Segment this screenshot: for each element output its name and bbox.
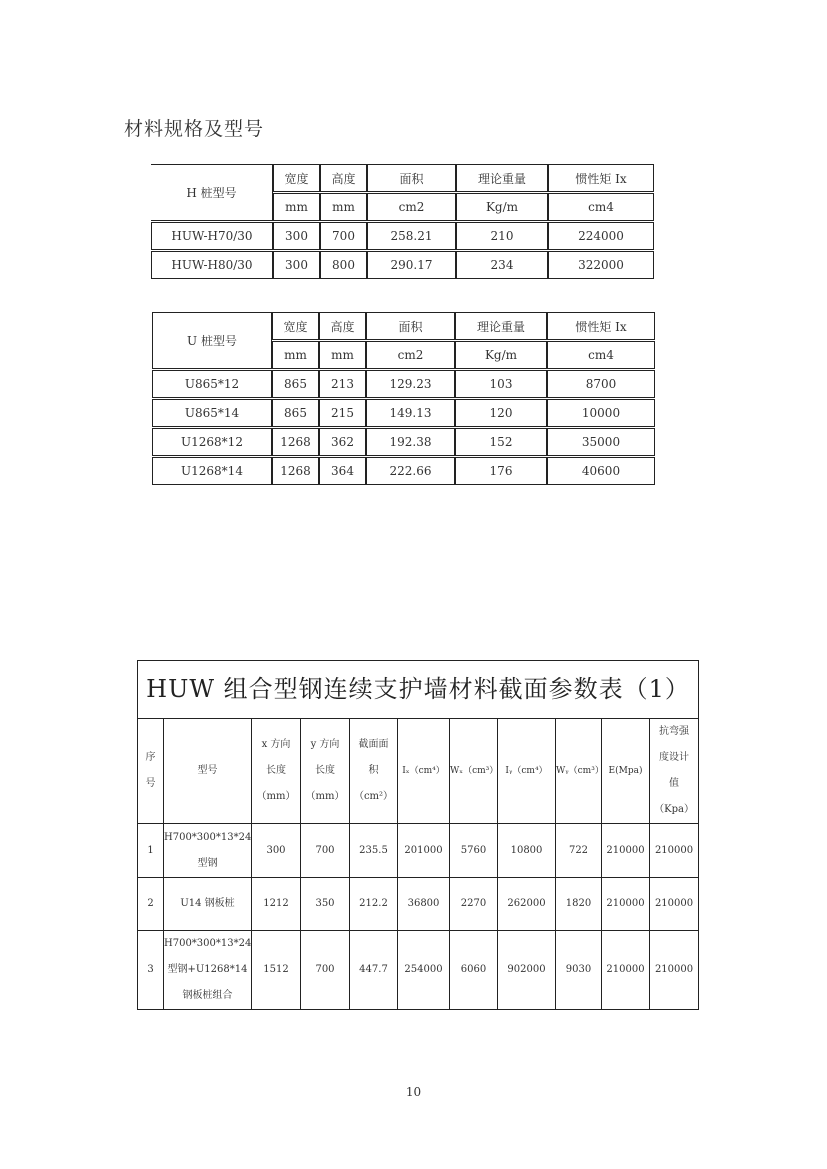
table-cell: 215: [319, 399, 366, 427]
table-cell: 103: [455, 370, 547, 398]
area-header: 面积: [366, 312, 455, 340]
header-line: 长度: [266, 765, 286, 776]
table-cell: 8700: [547, 370, 655, 398]
type-cell: U14 钢板桩: [164, 878, 252, 931]
seq-cell: 1: [138, 824, 164, 878]
table-cell: 210: [456, 222, 548, 250]
table-cell: 222.66: [366, 457, 455, 485]
table-header-row: [138, 719, 699, 824]
table-row: [151, 251, 654, 279]
ix-header: Iₓ（cm⁴）: [398, 719, 450, 824]
table-cell: 235.5: [350, 824, 398, 878]
table-cell: 9030: [556, 931, 602, 1010]
table-cell: 258.21: [367, 222, 456, 250]
table-cell: 213: [319, 370, 366, 398]
section-parameter-table: [137, 660, 699, 1010]
wy-header: Wᵧ（cm³）: [556, 719, 602, 824]
e-header: E(Mpa): [602, 719, 650, 824]
table-row: [138, 878, 699, 931]
table-cell: U865*12: [152, 370, 272, 398]
table-cell: 1268: [272, 457, 319, 485]
table-cell: 129.23: [366, 370, 455, 398]
table-header-row: [151, 164, 654, 192]
table-cell: 350: [301, 878, 350, 931]
table-cell: 201000: [398, 824, 450, 878]
area-header: [350, 719, 398, 824]
table-cell: 224000: [548, 222, 654, 250]
unit-cell: cm4: [548, 193, 654, 221]
table-cell: 362: [319, 428, 366, 456]
table-cell: 1268: [272, 428, 319, 456]
table-title: HUW 组合型钢连续支护墙材料截面参数表（1）: [138, 661, 699, 719]
table-cell: 210000: [602, 931, 650, 1010]
table-header-row: [152, 312, 655, 340]
type-cell: [164, 931, 252, 1010]
inertia-header: 惯性矩 Ix: [547, 312, 655, 340]
table-cell: 1512: [252, 931, 301, 1010]
wx-header: Wₓ（cm³）: [450, 719, 498, 824]
width-header: 宽度: [273, 164, 320, 192]
seq-header-text: 序号: [145, 752, 156, 789]
table-cell: 10800: [498, 824, 556, 878]
u-name-header: U 桩型号: [152, 312, 272, 369]
table-cell: HUW-H80/30: [151, 251, 273, 279]
height-header: 高度: [319, 312, 366, 340]
table-cell: 40600: [547, 457, 655, 485]
table-cell: U1268*14: [152, 457, 272, 485]
table-cell: 262000: [498, 878, 556, 931]
type-line: H700*300*13*24: [164, 938, 252, 949]
table-cell: 700: [301, 824, 350, 878]
width-header: 宽度: [272, 312, 319, 340]
x-length-header: [252, 719, 301, 824]
header-line: x 方向: [261, 739, 291, 750]
table-cell: 176: [455, 457, 547, 485]
table-cell: 2270: [450, 878, 498, 931]
seq-cell: 2: [138, 878, 164, 931]
header-line: 截面面: [358, 739, 389, 750]
table-cell: 192.38: [366, 428, 455, 456]
table-cell: 5760: [450, 824, 498, 878]
table-cell: 447.7: [350, 931, 398, 1010]
unit-cell: cm2: [366, 341, 455, 369]
table-cell: U865*14: [152, 399, 272, 427]
area-header: 面积: [367, 164, 456, 192]
unit-cell: mm: [272, 341, 319, 369]
header-line: （mm）: [305, 791, 345, 802]
seq-header: [138, 719, 164, 824]
table-cell: 210000: [650, 878, 699, 931]
table-cell: 300: [273, 251, 320, 279]
table-row: [151, 222, 654, 250]
table-cell: HUW-H70/30: [151, 222, 273, 250]
header-line: 值: [669, 778, 680, 789]
table-cell: 902000: [498, 931, 556, 1010]
unit-cell: Kg/m: [455, 341, 547, 369]
seq-cell: 3: [138, 931, 164, 1010]
table-row: [152, 399, 655, 427]
header-line: 抗弯强: [659, 726, 690, 737]
unit-cell: cm2: [367, 193, 456, 221]
header-line: 长度: [315, 765, 335, 776]
table-cell: 1212: [252, 878, 301, 931]
table-row: [152, 428, 655, 456]
table-cell: 210000: [602, 878, 650, 931]
table-cell: 10000: [547, 399, 655, 427]
inertia-header: 惯性矩 Ix: [548, 164, 654, 192]
table-cell: 300: [273, 222, 320, 250]
unit-cell: mm: [319, 341, 366, 369]
table-cell: 1820: [556, 878, 602, 931]
table-cell: 254000: [398, 931, 450, 1010]
page-title: 材料规格及型号: [124, 118, 265, 140]
table-row: [152, 370, 655, 398]
table-cell: 6060: [450, 931, 498, 1010]
type-line: H700*300*13*24: [164, 831, 252, 843]
table-cell: 149.13: [366, 399, 455, 427]
table-cell: 700: [320, 222, 367, 250]
header-line: （mm）: [256, 791, 296, 802]
table-cell: 800: [320, 251, 367, 279]
type-line: 钢板桩组合: [182, 990, 233, 1001]
table-cell: 36800: [398, 878, 450, 931]
table-cell: 234: [456, 251, 548, 279]
header-line: （cm²）: [353, 791, 394, 802]
weight-header: 理论重量: [455, 312, 547, 340]
table-cell: 364: [319, 457, 366, 485]
iy-header: Iᵧ（cm⁴）: [498, 719, 556, 824]
table-cell: 722: [556, 824, 602, 878]
table-row: [138, 931, 699, 1010]
table-cell: 212.2: [350, 878, 398, 931]
table-cell: 35000: [547, 428, 655, 456]
table-cell: 865: [272, 399, 319, 427]
table-cell: 322000: [548, 251, 654, 279]
table-cell: 152: [455, 428, 547, 456]
h-name-header: H 桩型号: [151, 164, 273, 221]
table-cell: 865: [272, 370, 319, 398]
header-line: y 方向: [310, 739, 340, 750]
unit-cell: mm: [273, 193, 320, 221]
weight-header: 理论重量: [456, 164, 548, 192]
u-pile-table: [152, 311, 655, 486]
table-row: [152, 457, 655, 485]
unit-cell: Kg/m: [456, 193, 548, 221]
table-cell: 290.17: [367, 251, 456, 279]
type-header: 型号: [164, 719, 252, 824]
h-pile-table: [151, 163, 654, 280]
unit-cell: cm4: [547, 341, 655, 369]
height-header: 高度: [320, 164, 367, 192]
table-cell: 120: [455, 399, 547, 427]
table-cell: 700: [301, 931, 350, 1010]
type-line: 型钢+U1268*14: [167, 964, 248, 975]
page-number: 10: [405, 1085, 422, 1099]
table-row: [138, 824, 699, 878]
table-cell: 210000: [650, 931, 699, 1010]
type-line: 型钢: [197, 857, 218, 869]
table-cell: 210000: [602, 824, 650, 878]
header-line: 度设计: [659, 752, 690, 763]
header-line: 积: [368, 765, 379, 776]
table-cell: U1268*12: [152, 428, 272, 456]
header-line: （Kpa）: [654, 804, 694, 815]
table-cell: 210000: [650, 824, 699, 878]
table-cell: 300: [252, 824, 301, 878]
strength-header: [650, 719, 699, 824]
type-cell: [164, 824, 252, 878]
y-length-header: [301, 719, 350, 824]
unit-cell: mm: [320, 193, 367, 221]
